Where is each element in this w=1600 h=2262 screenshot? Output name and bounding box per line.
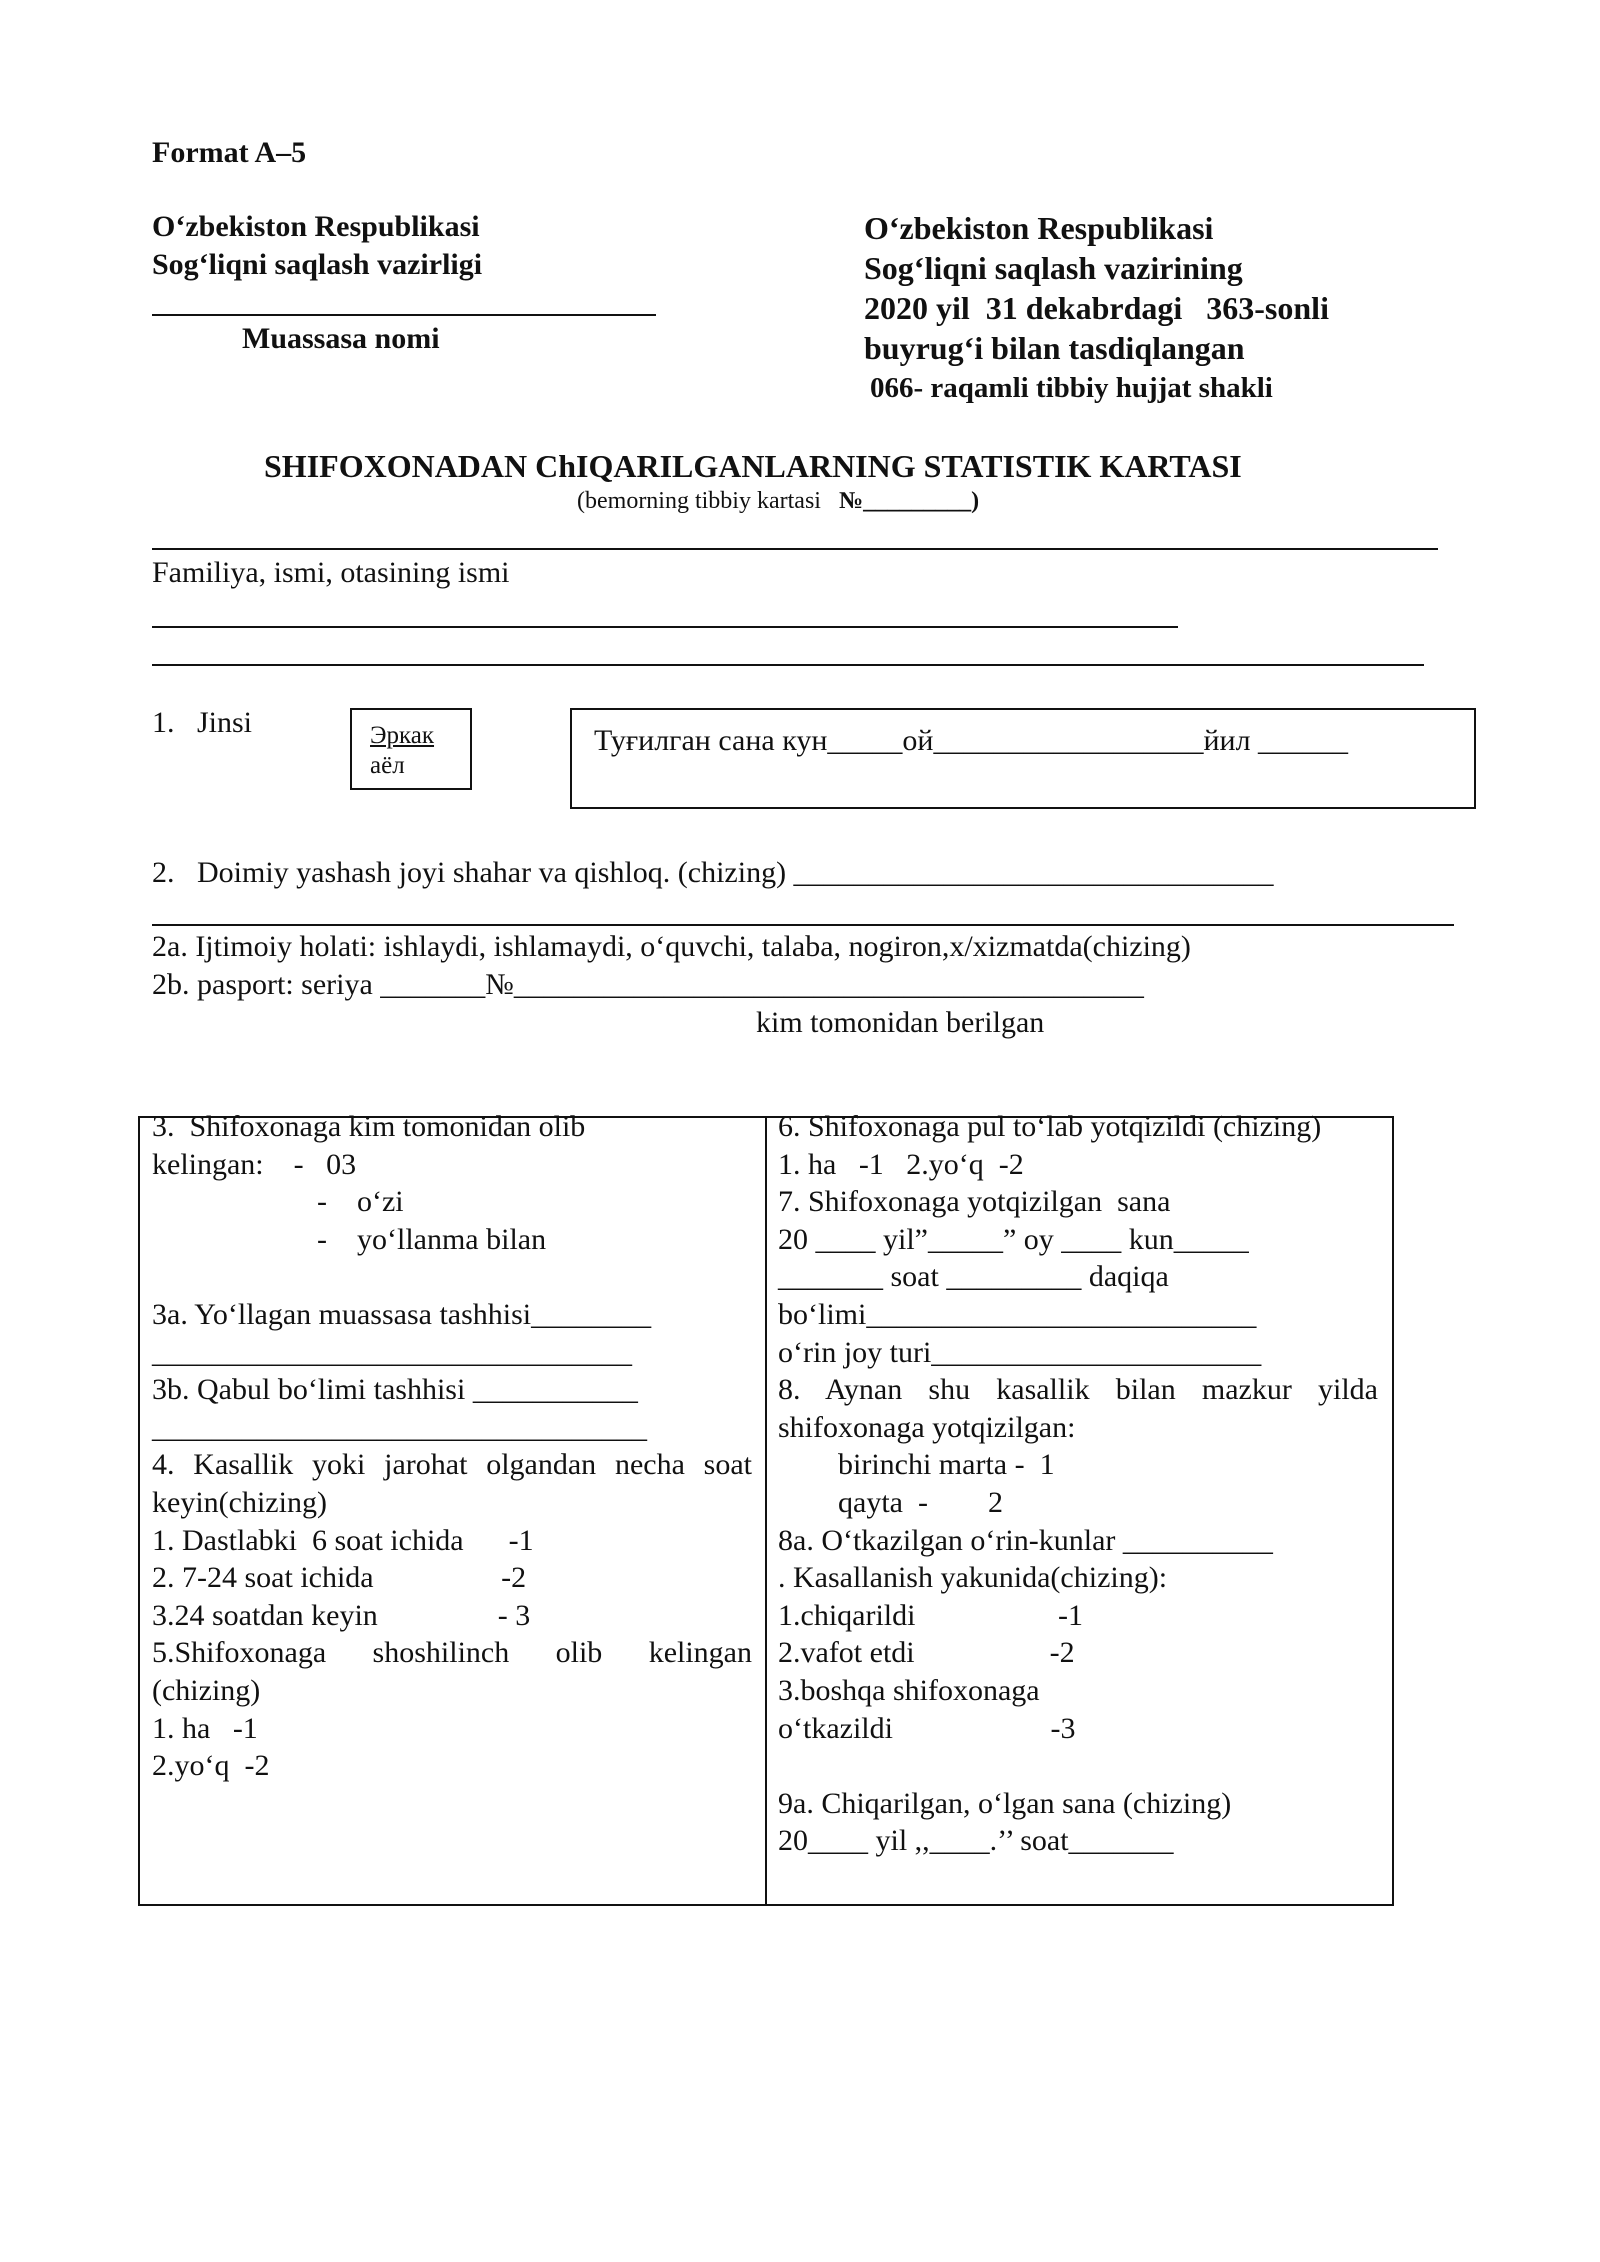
right-header-line1: O‘zbekiston Respublikasi: [864, 210, 1214, 246]
right-line[interactable]: 20____ yil ,,____.’’ soat_______: [778, 1824, 1174, 1858]
residence-field[interactable]: 2. Doimiy yashash joyi shahar va qishloq. (chizing) ________________________________: [152, 856, 1274, 889]
right-line[interactable]: o‘rin joy turi______________________: [778, 1335, 1262, 1369]
page-subtitle: [577, 488, 979, 515]
left-line[interactable]: 2.yo‘q -2: [152, 1749, 270, 1783]
right-line[interactable]: _______ soat _________ daqiqa: [778, 1260, 1169, 1294]
left-line: keyin(chizing): [152, 1485, 327, 1519]
right-column: [778, 1108, 1378, 1860]
format-label: Format A–5: [152, 136, 307, 169]
right-line[interactable]: bo‘limi__________________________: [778, 1297, 1257, 1331]
left-line: [152, 1258, 752, 1296]
medical-card-number: №_________): [838, 488, 980, 514]
right-line[interactable]: 1.chiqarildi -1: [778, 1598, 1083, 1632]
right-line: 7. Shifoxonaga yotqizilgan sana: [778, 1185, 1171, 1219]
name-line-2: [152, 664, 1424, 666]
left-column: [152, 1108, 752, 1785]
left-line[interactable]: 1. Dastlabki 6 soat ichida -1: [152, 1523, 534, 1557]
name-label: Familiya, ismi, otasining ismi: [152, 556, 510, 589]
left-line: (chizing): [152, 1673, 261, 1707]
left-line[interactable]: 3b. Qabul bo‘limi tashhisi ___________: [152, 1373, 638, 1407]
right-line: . Kasallanish yakunida(chizing):: [778, 1561, 1168, 1595]
right-header-line5: 066- raqamli tibbiy hujjat shakli: [870, 372, 1273, 404]
right-line[interactable]: 8a. O‘tkazilgan o‘rin-kunlar __________: [778, 1523, 1273, 1557]
right-line[interactable]: 2.vafot etdi -2: [778, 1636, 1075, 1670]
birth-date-box: [570, 708, 1476, 809]
left-line[interactable]: 3.24 soatdan keyin - 3: [152, 1598, 531, 1632]
right-line[interactable]: 3.boshqa shifoxonaga: [778, 1673, 1040, 1707]
gender-male[interactable]: Эркак: [370, 722, 435, 749]
table-divider: [765, 1116, 767, 1906]
left-line: 5.Shifoxonaga shoshilinch olib kelingan: [152, 1636, 752, 1670]
institution-name-line: [152, 314, 656, 316]
left-line[interactable]: - yo‘llanma bilan: [152, 1222, 547, 1256]
right-line[interactable]: 1. ha -1 2.yo‘q -2: [778, 1147, 1024, 1181]
gender-label: 1. Jinsi: [152, 706, 253, 739]
right-line[interactable]: birinchi marta - 1: [778, 1448, 1055, 1482]
right-header-line2: Sog‘liqni saqlash vazirining: [864, 250, 1243, 286]
right-line[interactable]: 20 ____ yil”_____” oy ____ kun_____: [778, 1222, 1249, 1256]
left-line: 4. Kasallik yoki jarohat olgandan necha soat: [152, 1448, 752, 1482]
right-header: [864, 208, 1329, 408]
birth-date-field[interactable]: Туғилган сана кун_____ой__________________йил ______: [594, 724, 1349, 757]
institution-name-label: Muassasa nomi: [242, 322, 440, 355]
left-line[interactable]: kelingan: - 03: [152, 1147, 357, 1181]
page-title: SHIFOXONADAN ChIQARILGANLARNING STATISTIK KARTASI: [264, 448, 1242, 484]
left-line[interactable]: - o‘zi: [152, 1185, 404, 1219]
left-line[interactable]: 1. ha -1: [152, 1711, 258, 1745]
left-header-line2: Sog‘liqni saqlash vazirligi: [152, 248, 483, 281]
passport-field[interactable]: 2b. pasport: seriya _______№__________________________________________: [152, 968, 1144, 1001]
subtitle-prefix: (bemorning tibbiy kartasi: [577, 488, 839, 514]
left-line: 3. Shifoxonaga kim tomonidan olib: [152, 1110, 586, 1143]
issued-by-label: kim tomonidan berilgan: [756, 1006, 1045, 1039]
right-line: [778, 1747, 1378, 1785]
gender-box[interactable]: [350, 708, 472, 790]
right-header-line4: buyrug‘i bilan tasdiqlangan: [864, 330, 1245, 366]
name-line-1: [152, 626, 1178, 628]
right-line: shifoxonaga yotqizilgan:: [778, 1410, 1076, 1444]
residence-line: [152, 924, 1454, 926]
right-line: 8. Aynan shu kasallik bilan mazkur yilda: [778, 1373, 1378, 1407]
right-line: 9a. Chiqarilgan, o‘lgan sana (chizing): [778, 1786, 1232, 1820]
left-line[interactable]: ________________________________: [152, 1335, 632, 1369]
name-line-top: [152, 548, 1438, 550]
right-line: 6. Shifoxonaga pul to‘lab yotqizildi (chizing): [778, 1110, 1322, 1143]
social-status-field[interactable]: 2a. Ijtimoiy holati: ishlaydi, ishlamaydi, o‘quvchi, talaba, nogiron,x/xizmatda(chizing): [152, 930, 1191, 963]
gender-female[interactable]: аёл: [370, 752, 405, 779]
left-header-line1: O‘zbekiston Respublikasi: [152, 210, 480, 243]
right-line[interactable]: o‘tkazildi -3: [778, 1711, 1076, 1745]
right-header-line3: 2020 yil 31 dekabrdagi 363-sonli: [864, 290, 1329, 326]
left-line[interactable]: _________________________________: [152, 1410, 647, 1444]
left-line[interactable]: 2. 7-24 soat ichida -2: [152, 1561, 527, 1595]
left-line[interactable]: 3a. Yo‘llagan muassasa tashhisi________: [152, 1297, 652, 1331]
right-line[interactable]: qayta - 2: [778, 1485, 1003, 1519]
